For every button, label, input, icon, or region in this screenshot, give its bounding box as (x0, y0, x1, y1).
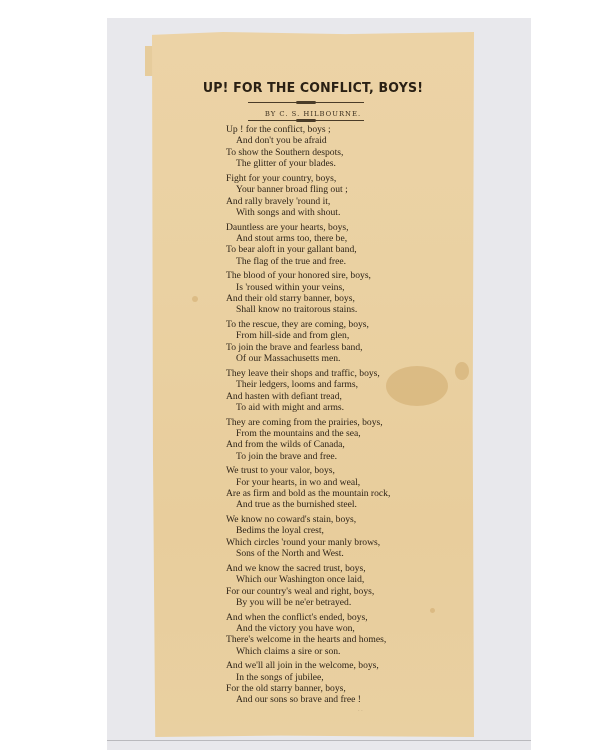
stanza (226, 368, 466, 414)
poem-line: For your hearts, in wo and weal, (236, 476, 361, 488)
poem-line: We know no coward's stain, boys, (226, 514, 357, 525)
poem-line: And don't you be afraid (236, 135, 327, 147)
poem-line: From the mountains and the sea, (236, 427, 361, 439)
stanza (226, 417, 466, 463)
poem-line: Sons of the North and West. (236, 548, 344, 560)
poem-line: To show the Southern despots, (226, 146, 344, 158)
poem-line: Is 'roused within your veins, (236, 281, 345, 293)
faint-mark: · · (358, 708, 363, 714)
stanza (226, 319, 466, 365)
poem-line: By you will be ne'er betrayed. (236, 596, 352, 608)
poem-line: For the old starry banner, boys, (226, 683, 346, 695)
poem-line: And we'll all join in the welcome, boys, (226, 660, 379, 672)
stanza (226, 465, 466, 511)
poem-line: And when the conflict's ended, boys, (226, 611, 368, 623)
poem-line: They leave their shops and traffic, boys, (226, 367, 380, 379)
stanza (226, 173, 466, 219)
poem-line: And stout arms too, there be, (236, 232, 348, 244)
title-rule-top (248, 102, 364, 103)
poem-line: Bedims the loyal crest, (236, 525, 324, 537)
poem-line: From hill-side and from glen, (236, 330, 350, 342)
poem-line: The blood of your honored sire, boys, (226, 270, 371, 282)
poem-line: Which claims a sire or son. (236, 645, 341, 657)
title-rule-bottom (248, 120, 364, 121)
poem-line: To join the brave and fearless band, (226, 341, 363, 353)
poem-line: Up ! for the conflict, boys ; (226, 124, 331, 135)
stanza (226, 660, 466, 706)
poem-line: There's welcome in the hearts and homes, (226, 634, 387, 646)
poem-line: And hasten with defiant tread, (226, 390, 342, 402)
poem-line: For our country's weal and right, boys, (226, 585, 375, 597)
stanza (226, 563, 466, 609)
poem-line: Which our Washington once laid, (236, 574, 365, 586)
poem-line: And from the wilds of Canada, (226, 439, 345, 451)
poem-line: Which circles 'round your manly brows, (226, 536, 381, 548)
poem-line: Your banner broad fling out ; (236, 184, 348, 196)
poem-line: We trust to your valor, boys, (226, 465, 335, 477)
poem-title: UP! FOR THE CONFLICT, BOYS! (202, 80, 424, 96)
poem-line: And our sons so brave and free ! (236, 694, 361, 706)
poem-line: They are coming from the prairies, boys, (226, 416, 383, 428)
poem-line: To bear aloft in your gallant band, (226, 244, 357, 256)
poem-line: Dauntless are your hearts, boys, (226, 221, 349, 233)
poem-line: Of our Massachusetts men. (236, 353, 341, 365)
poem-line: Their ledgers, looms and farms, (236, 379, 359, 391)
poem-body (226, 124, 466, 709)
poem-line: To aid with might and arms. (236, 401, 345, 413)
author-byline: BY C. S. HILBOURNE. (264, 110, 362, 118)
poem-line: In the songs of jubilee, (236, 671, 324, 683)
poem-line: To join the brave and free. (236, 450, 338, 462)
poem-line: And rally bravely 'round it, (226, 195, 331, 207)
poem-line: Are as firm and bold as the mountain rock, (226, 488, 391, 500)
poem-line: With songs and with shout. (236, 206, 341, 218)
stanza (226, 612, 466, 658)
stanza (226, 270, 466, 316)
poem-line: And the victory you have won, (236, 622, 355, 634)
poem-line: Fight for your country, boys, (226, 172, 337, 184)
poem-line: And their old starry banner, boys, (226, 293, 355, 305)
paper-stain (192, 296, 198, 302)
poem-line: To the rescue, they are coming, boys, (226, 319, 369, 330)
poem-line: Shall know no traitorous stains. (236, 304, 358, 316)
stanza (226, 124, 466, 170)
stanza (226, 514, 466, 560)
poem-line: The flag of the true and free. (236, 255, 347, 267)
poem-line: And we know the sacred trust, boys, (226, 562, 366, 574)
poem-line: The glitter of your blades. (236, 158, 336, 170)
stanza (226, 222, 466, 268)
scan-bottom-edge (107, 740, 531, 741)
poem-line: And true as the burnished steel. (236, 499, 357, 511)
